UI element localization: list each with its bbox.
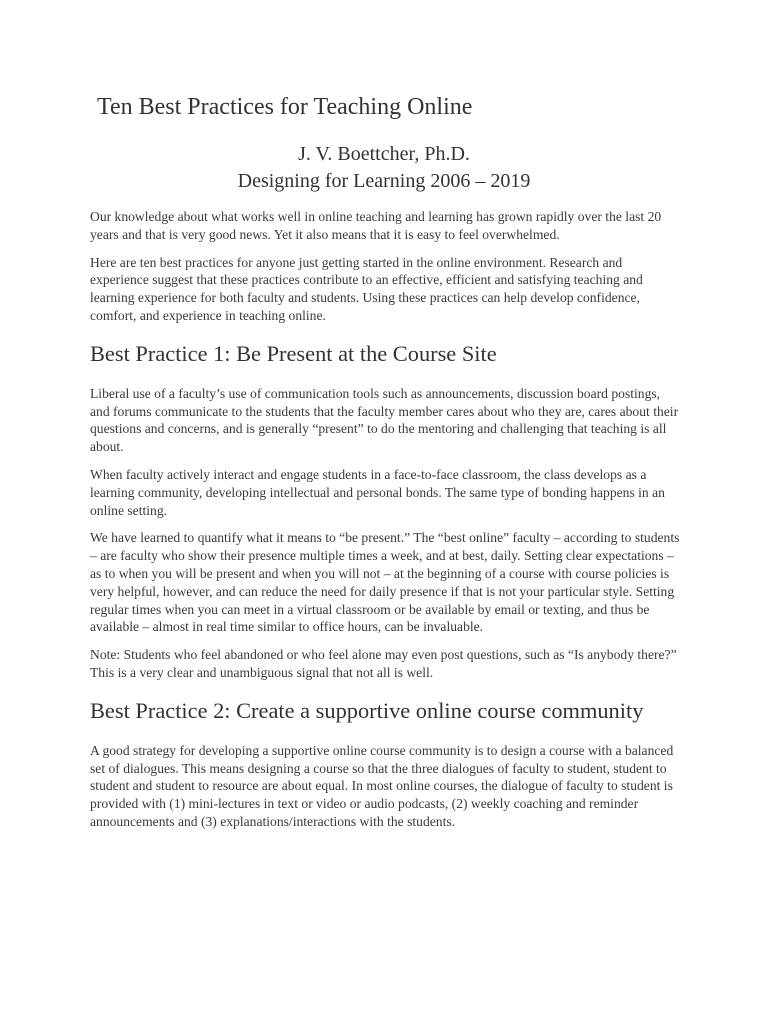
section-2-heading: Best Practice 2: Create a supportive online course community [90, 697, 644, 723]
section-1-paragraph-1: Liberal use of a faculty’s use of communication tools such as announcements, discussion board postings, and forums communicate to the students that the faculty member cares about who they are, cares about their questions and concerns, and is generally “present” to do the mentoring and challenging that teaching is all about. [90, 385, 679, 455]
section-2-paragraph-1: A good strategy for developing a supportive online course community is to design a course with a balanced set of dialogues. This means designing a course so that the three dialogues of faculty to student, student to student and student to resource are about equal. In most online courses, the dialogue of faculty to student is provided with (1) mini-lectures in text or video or audio podcasts, (2) weekly coaching and reminder announcements and (3) explanations/interactions with the students. [90, 742, 674, 829]
section-1-paragraph-2: When faculty actively interact and engage students in a face-to-face classroom, the class develops as a learning community, developing intellectual and personal bonds. The same type of bonding happens in an online setting. [90, 466, 665, 518]
document-subtitle: Designing for Learning 2006 – 2019 [237, 170, 531, 192]
document-author: J. V. Boettcher, Ph.D. [298, 143, 470, 165]
document-title: Ten Best Practices for Teaching Online [97, 94, 473, 120]
section-1-paragraph-3: We have learned to quantify what it means to “be present.” The “best online” faculty – according to students – are faculty who show their presence multiple times a week, and at best, daily. Setting clear expectations – as to when you will be present and when you will not – at the beginning of a course with course policies is very helpful, however, and can reduce the need for daily presence if that is not your particular style. Setting regular times when you can meet in a virtual classroom or be available by email or texting, and thus be available – almost in real time similar to office hours, can be invaluable. [90, 530, 680, 635]
intro-paragraph-2: Here are ten best practices for anyone just getting started in the online environment. Research and experience suggest that these practices contribute to an effective, efficient and satisfying teaching and learning experience for both faculty and students. Using these practices can help develop confidence, comfort, and experience in teaching online. [90, 254, 643, 323]
section-1-note: Note: Students who feel abandoned or who feel alone may even post questions, such as “Is anybody there?” This is a very clear and unambiguous signal that not all is well. [90, 647, 677, 680]
document-body [90, 208, 680, 841]
section-1-heading: Best Practice 1: Be Present at the Course Site [90, 340, 497, 366]
intro-paragraph-1: Our knowledge about what works well in online teaching and learning has grown rapidly over the last 20 years and that is very good news. Yet it also means that it is easy to feel overwhelmed. [90, 209, 662, 242]
